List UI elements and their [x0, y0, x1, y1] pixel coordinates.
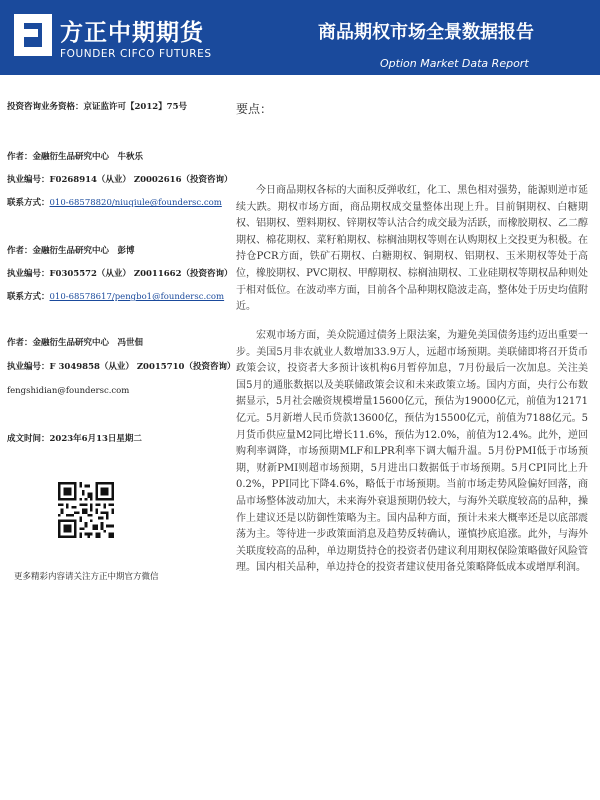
author-2-name: 作者：金融衍生品研究中心 彭博: [7, 246, 135, 256]
author-2-reg: 执业编号：F0305572（从业） Z0011662（投资咨询）: [7, 269, 233, 279]
author-1-contact-row: [7, 196, 222, 208]
macro-analysis-paragraph: 宏观市场方面，美众院通过债务上限法案，为避免美国债务违约迈出重要一步。美国5月非农就业人数增加33.9万人，远超市场预期。美联储即将召开货币政策会议，投资者大多预计该机构6月暂停加息，7月份最后一次加息。关注美国5月的通胀数据以及美联储政策会议和未来政策立场。国内方面，央行公布数据显示，5月社会融资规模增量15600亿元，预估为19000亿元，前值为12171亿元。5月新增人民币贷款13600亿，预估为15500亿元，前值为7188亿元。5月货币供应量M2同比增长11.6%，预估为12.0%，前值为12.4%。此外，逆回购利率调降，市场预期MLF和LPR利率下调大幅升温。5月份PMI低于市场预期，财新PMI则超市场预期，5月进出口数据低于市场预期。5月CPI同比上升0.2%，PPI同比下降4.6%，略低于市场预期。当前市场走势风险偏好回落，商品市场整体波动加大，未来海外衰退预期仍较大，与海外关联度较高的品种，操作上建议还是以防御性策略为主。国内品种方面，预计未来大概率还是以底部震荡为主。等待进一步政策面消息及趋势反转确认，谨慎抄底追涨。此外，与海外关联度较高的品种，单边期货持仓的投资者仍建议利用期权保险策略做好风险管理。国内相关品种，单边持仓的投资者建议使用备兑策略降低成本或增厚利润。: [236, 330, 588, 574]
market-summary-paragraph: 今日商品期权各标的大面积反弹收红，化工、黑色相对强势，能源则逆市延续大跌。期权市场方面，商品期权成交量整体出现上升。目前铜期权、白糖期权、铝期权、塑料期权、锌期权等认沽合约成交最为活跃，而橡胶期权、乙二醇期权、棉花期权、菜籽粕期权、棕榈油期权等则在认购期权上交投更为积极。在持仓PCR方面，铁矿石期权、白糖期权、铜期权、铝期权、玉米期权等处于高位，橡胶期权、PVC期权、甲醇期权、棕榈油期权、工业硅期权等期权品种则处于相对低位。在波动率方面，目前各个品种期权隐波走高，整体处于历史均值附近。: [236, 185, 588, 313]
author-1-reg: 执业编号：F0268914（从业） Z0002616（投资咨询）: [7, 175, 233, 185]
author-3-contact-row: [7, 386, 129, 396]
license-line: 投资咨询业务资格：京证监许可【2012】75号: [7, 102, 187, 112]
qr-caption: 更多精彩内容请关注方正中期官方微信: [14, 572, 159, 582]
brand-name-cn: 方正中期期货: [60, 20, 204, 46]
author-3-reg: 执业编号：F 3049858（从业） Z0015710（投资咨询）: [7, 362, 236, 372]
author-1-contact-label: 联系方式：: [7, 198, 50, 208]
report-title: 商品期权市场全景数据报告: [318, 22, 534, 43]
report-header: [0, 0, 600, 75]
report-date: 成文时间：2023年6月13日星期二: [7, 434, 142, 444]
company-logo-icon: [14, 14, 52, 56]
author-2-contact-link[interactable]: 010-68578617/pengbo1@foundersc.com: [49, 292, 225, 302]
author-3-contact-text[interactable]: fengshidian@foundersc.com: [7, 386, 130, 396]
author-2-contact-row: [7, 290, 224, 302]
brand-name-en: FOUNDER CIFCO FUTURES: [60, 48, 212, 60]
report-subtitle: Option Market Data Report: [380, 57, 529, 70]
author-3-name: 作者：金融衍生品研究中心 冯世佃: [7, 338, 144, 348]
key-points-heading: 要点：: [236, 102, 273, 116]
author-1-name: 作者：金融衍生品研究中心 牛秋乐: [7, 152, 144, 162]
author-1-contact-link[interactable]: 010-68578820/niuqiule@foundersc.com: [49, 198, 222, 208]
wechat-qr-code[interactable]: [58, 482, 114, 538]
logo-bar-mark: [14, 29, 38, 37]
author-2-contact-label: 联系方式：: [7, 292, 50, 302]
